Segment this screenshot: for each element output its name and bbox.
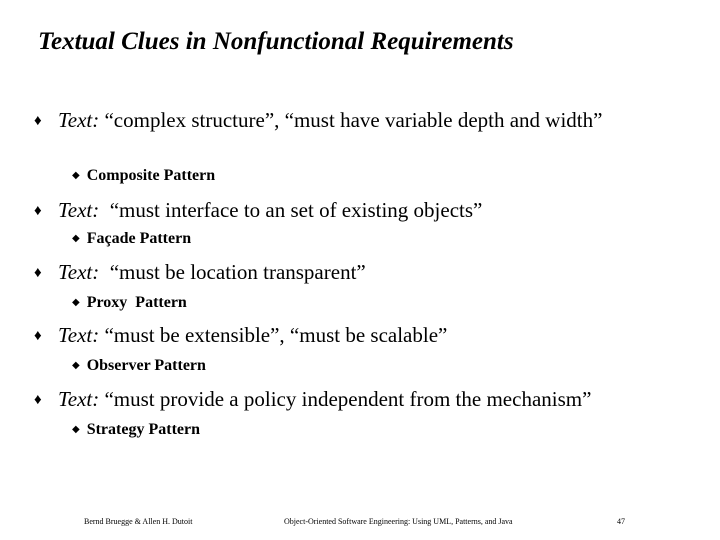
bullet-quote: “must interface to an set of existing objects” [99, 198, 483, 222]
sub-bullet-item [72, 229, 191, 251]
sub-bullet-item [72, 356, 206, 378]
bullet-text [58, 386, 674, 412]
bullet-lead: Text: [58, 260, 100, 284]
bullet-item [34, 322, 674, 348]
footer-page-number: 47 [617, 517, 625, 526]
bullet-item [34, 386, 674, 412]
bullet-item [34, 107, 674, 133]
bullet-lead: Text: [58, 387, 100, 411]
diamond-bullet-icon: ♦ [34, 203, 42, 219]
diamond-bullet-icon: ♦ [34, 265, 42, 281]
diamond-sub-bullet-icon: ◆ [72, 233, 80, 244]
bullet-text [58, 322, 674, 348]
diamond-sub-bullet-icon: ◆ [72, 360, 80, 371]
diamond-bullet-icon: ♦ [34, 392, 42, 408]
bullet-item [34, 197, 674, 223]
sub-bullet-item [72, 420, 200, 442]
diamond-bullet-icon: ♦ [34, 328, 42, 344]
pattern-name: Composite Pattern [86, 167, 216, 184]
diamond-sub-bullet-icon: ◆ [72, 297, 80, 308]
pattern-name: Façade Pattern [86, 230, 192, 247]
pattern-name: Strategy Pattern [86, 421, 200, 438]
bullet-quote: “complex structure”, “must have variable depth and width” [99, 108, 603, 132]
bullet-quote: “must be location transparent” [99, 260, 366, 284]
pattern-name: Observer Pattern [86, 357, 206, 374]
diamond-sub-bullet-icon: ◆ [72, 170, 80, 181]
bullet-text [58, 197, 674, 223]
bullet-lead: Text: [58, 108, 100, 132]
bullet-text [58, 107, 674, 133]
bullet-text [58, 259, 674, 285]
bullet-item [34, 259, 674, 285]
footer-book-title: Object-Oriented Software Engineering: Using UML, Patterns, and Java [284, 517, 513, 526]
diamond-sub-bullet-icon: ◆ [72, 424, 80, 435]
bullet-lead: Text: [58, 323, 100, 347]
bullet-quote: “must provide a policy independent from the mechanism” [99, 387, 592, 411]
footer-authors: Bernd Bruegge & Allen H. Dutoit [84, 517, 193, 526]
bullet-quote: “must be extensible”, “must be scalable” [99, 323, 448, 347]
bullet-lead: Text: [58, 198, 100, 222]
pattern-name: Proxy Pattern [86, 294, 187, 311]
sub-bullet-item [72, 166, 215, 188]
sub-bullet-item [72, 293, 187, 315]
slide-title: Textual Clues in Nonfunctional Requirements [38, 28, 514, 55]
diamond-bullet-icon: ♦ [34, 113, 42, 129]
